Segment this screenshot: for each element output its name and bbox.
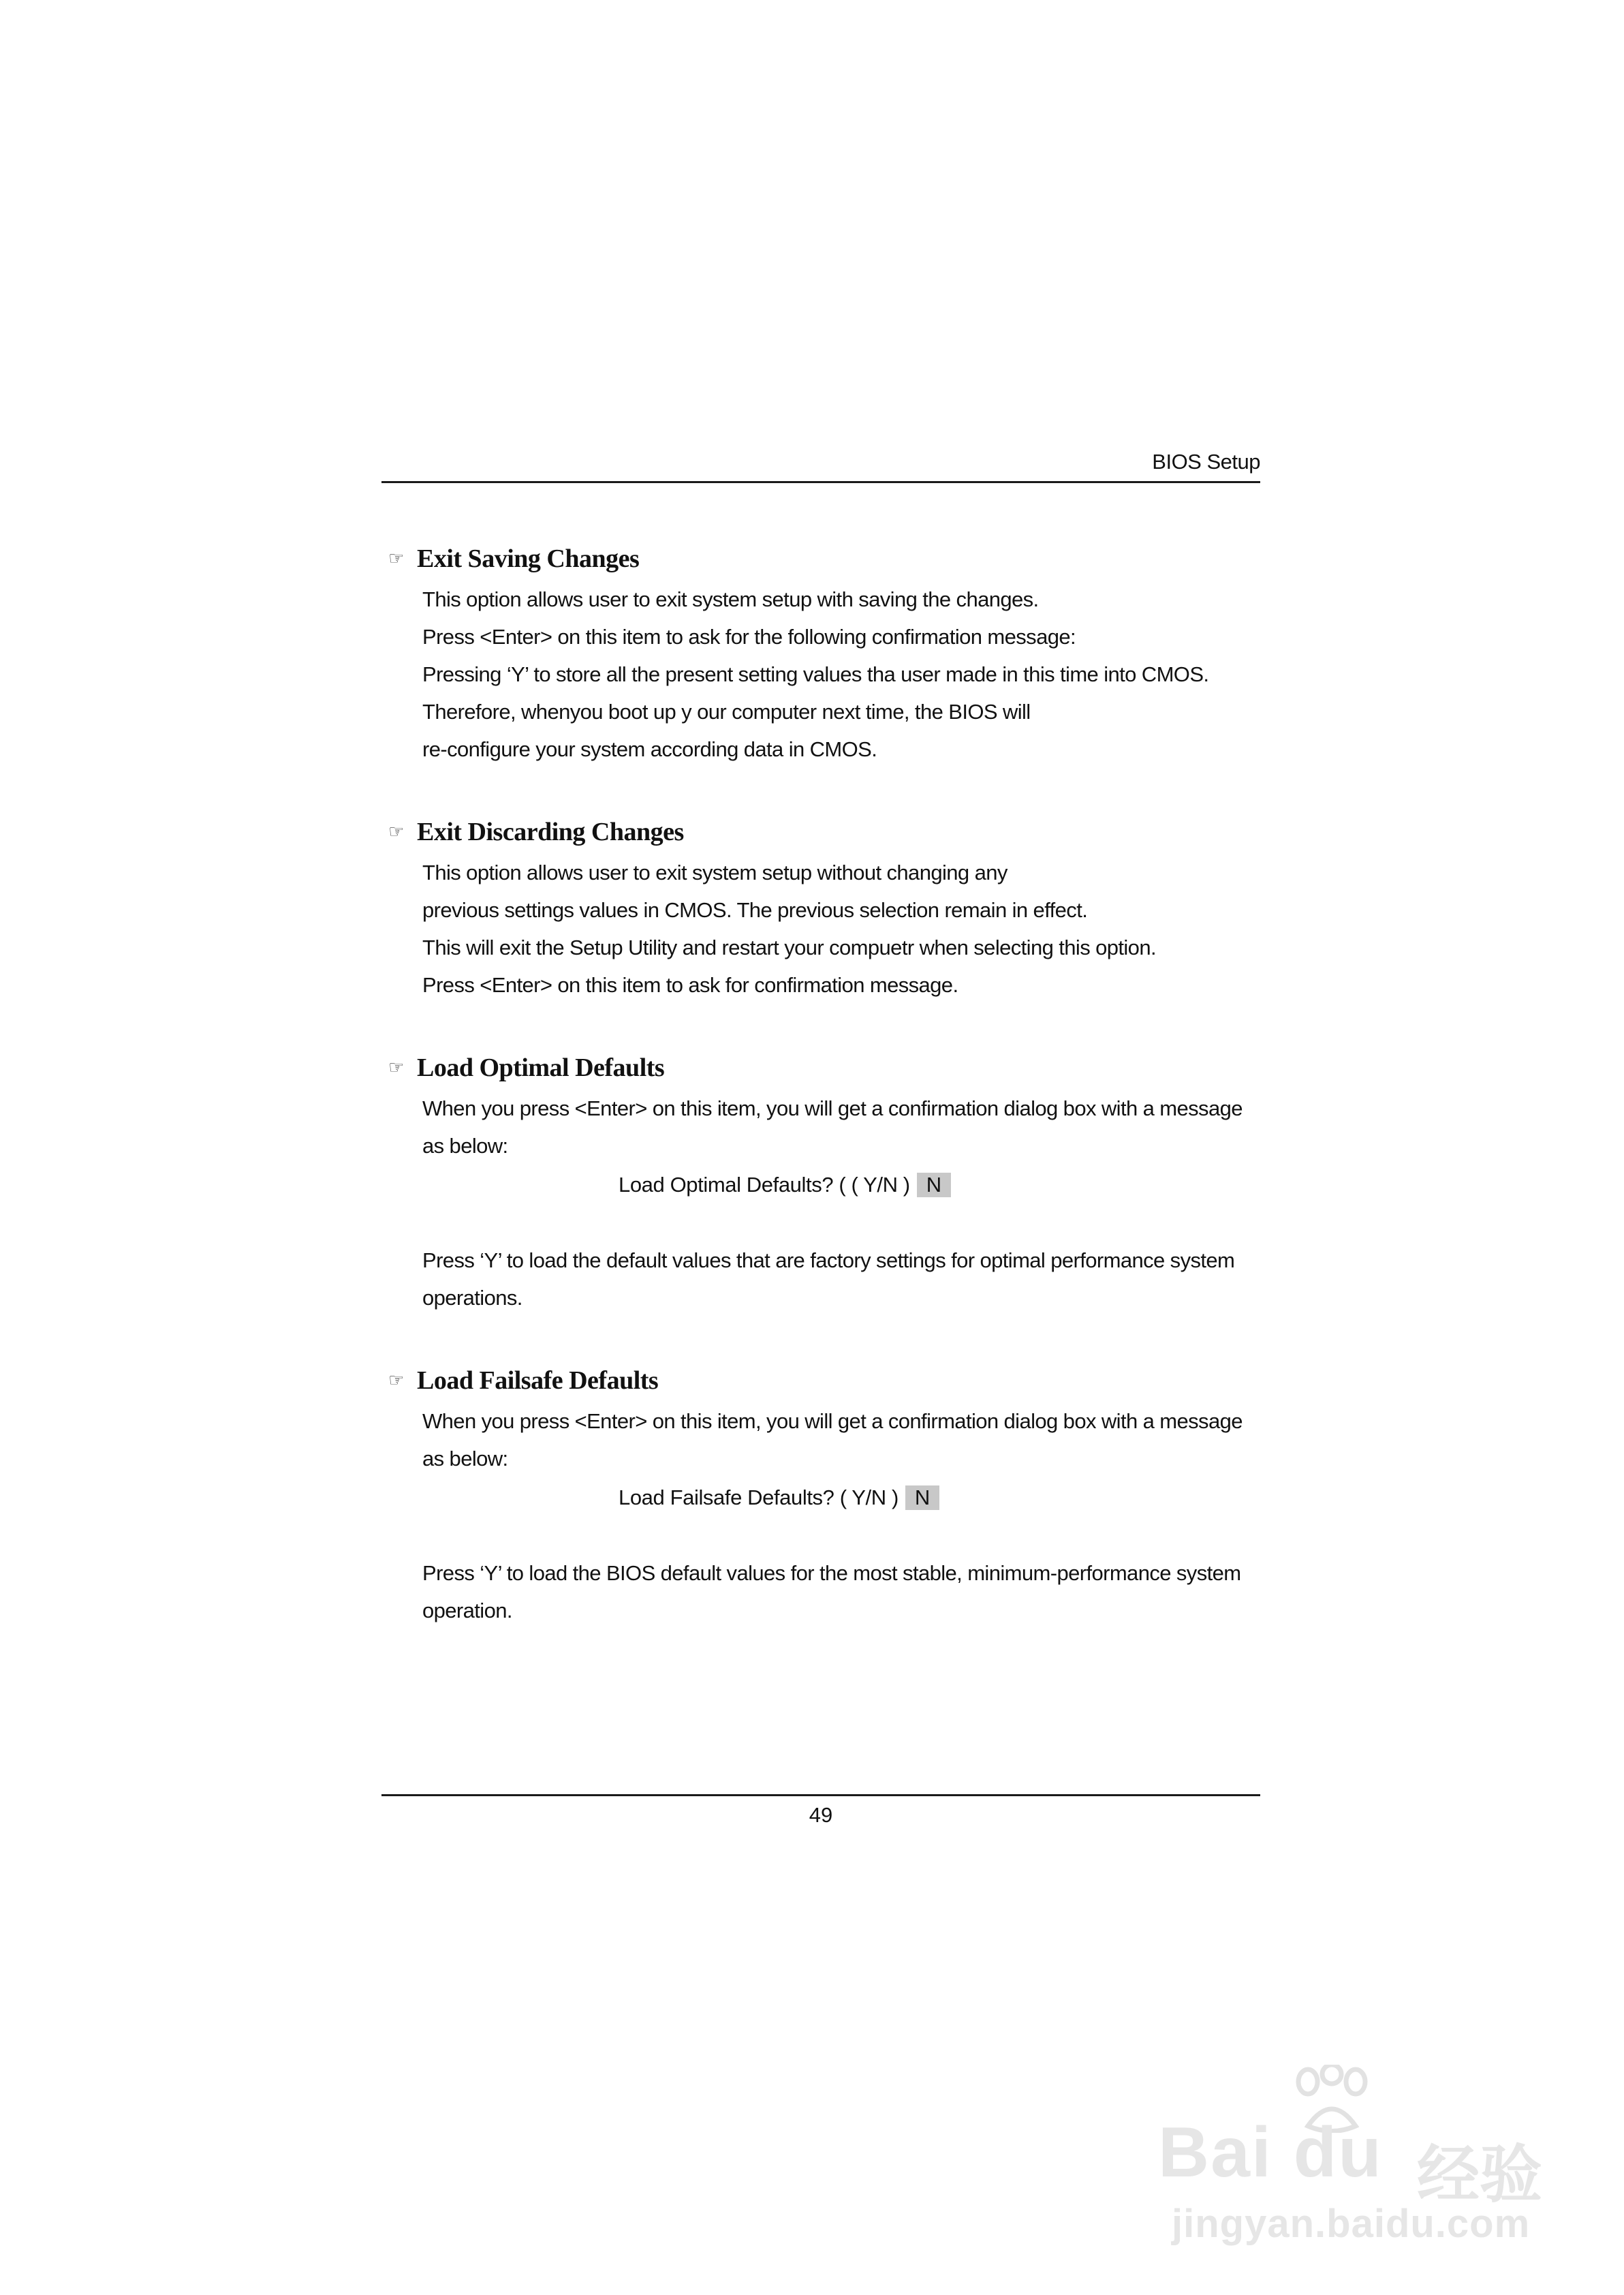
section-exit-discarding-changes <box>388 812 1274 1004</box>
header-title: BIOS Setup <box>1152 450 1260 474</box>
page-header <box>381 443 1260 483</box>
body-line: Therefore, whenyou boot up y our computer next time, the BIOS will <box>422 700 1031 724</box>
section-title <box>388 1047 1274 1088</box>
confirmation-dialog <box>619 1166 1274 1203</box>
body-line: This option allows user to exit system setup without changing any <box>422 861 1008 884</box>
spacer <box>388 1203 1274 1242</box>
section-title-text: Load Failsafe Defaults <box>417 1366 659 1395</box>
body-line: Press <Enter> on this item to ask for the following confirmation message: <box>422 625 1076 649</box>
body-line: operation. <box>422 1599 512 1622</box>
section-load-optimal-defaults <box>388 1047 1274 1316</box>
body-line: This will exit the Setup Utility and restart your compuetr when selecting this option. <box>422 936 1156 959</box>
body-line: re-configure your system according data in CMOS. <box>422 737 877 761</box>
body-line: This option allows user to exit system setup with saving the changes. <box>422 587 1039 611</box>
body-line: Press <Enter> on this item to ask for confirmation message. <box>422 973 958 997</box>
body-line: When you press <Enter> on this item, you will get a confirmation dialog box with a message <box>422 1409 1243 1433</box>
body-line: as below: <box>422 1134 508 1158</box>
section-exit-saving-changes <box>388 538 1274 768</box>
document-body <box>388 538 1274 1673</box>
body-line: Press ‘Y’ to load the BIOS default values for the most stable, minimum-performance system <box>422 1561 1241 1585</box>
dialog-answer-field: N <box>917 1173 951 1197</box>
body-line: Press ‘Y’ to load the default values that are factory settings for optimal performance system <box>422 1248 1235 1272</box>
section-title <box>388 812 1274 852</box>
section-title <box>388 1360 1274 1401</box>
pointing-hand-icon: ☞ <box>388 1370 404 1391</box>
section-load-failsafe-defaults <box>388 1360 1274 1629</box>
section-title-text: Exit Saving Changes <box>417 544 640 573</box>
dialog-answer-field: N <box>905 1485 939 1510</box>
section-title-text: Load Optimal Defaults <box>417 1053 665 1082</box>
watermark-url: jingyan.baidu.com <box>1172 2202 1531 2246</box>
dialog-prompt: Load Optimal Defaults? ( ( Y/N ) <box>619 1173 910 1197</box>
page-footer <box>381 1794 1260 1827</box>
confirmation-dialog <box>619 1479 1274 1516</box>
pointing-hand-icon: ☞ <box>388 1058 404 1078</box>
section-title <box>388 538 1274 579</box>
page-number: 49 <box>809 1803 833 1827</box>
spacer <box>388 1516 1274 1554</box>
pointing-hand-icon: ☞ <box>388 822 404 842</box>
body-line: Pressing ‘Y’ to store all the present setting values tha user made in this time into CMOS. <box>422 662 1209 686</box>
body-line: operations. <box>422 1286 522 1310</box>
dialog-prompt: Load Failsafe Defaults? ( Y/N ) <box>619 1485 899 1509</box>
watermark-brand: Bai du <box>1158 2113 1383 2192</box>
body-line: as below: <box>422 1447 508 1470</box>
baidu-watermark <box>1158 2065 1553 2249</box>
watermark-brand-cn: 经验 <box>1417 2140 1543 2210</box>
body-line: When you press <Enter> on this item, you will get a confirmation dialog box with a message <box>422 1096 1243 1120</box>
section-title-text: Exit Discarding Changes <box>417 818 684 846</box>
body-line: previous settings values in CMOS. The previous selection remain in effect. <box>422 898 1088 922</box>
pointing-hand-icon: ☞ <box>388 549 404 569</box>
